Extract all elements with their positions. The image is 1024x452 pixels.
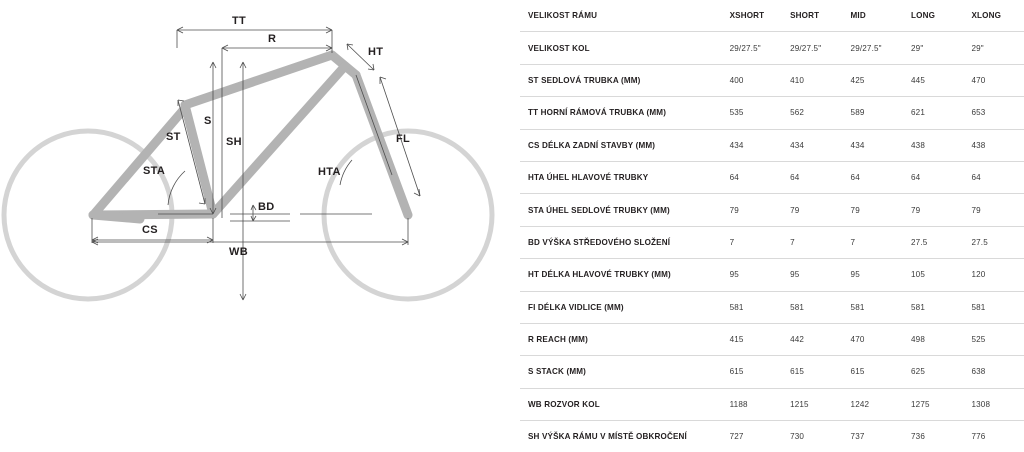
row-value: 727: [729, 432, 744, 442]
table-row: [520, 129, 1024, 161]
row-label: STA ÚHEL SEDLOVÉ TRUBKY (MM): [520, 194, 722, 226]
row-value: 498: [903, 323, 963, 355]
row-value: 79: [963, 194, 1024, 226]
table-header-cell: VELIKOST RÁMU: [520, 0, 722, 32]
row-label: CS DÉLKA ZADNÍ STAVBY (MM): [520, 129, 722, 161]
table-row: [520, 64, 1024, 96]
row-value: 400: [722, 64, 782, 96]
table-row: [520, 421, 1024, 452]
table-header-cell: LONG: [903, 0, 963, 32]
row-label: HTA ÚHEL HLAVOVÉ TRUBKY: [520, 161, 722, 193]
row-value: 470: [963, 64, 1024, 96]
row-value: 7: [843, 226, 903, 258]
row-value: 581: [722, 291, 782, 323]
fl-arrow-bottom: [414, 189, 420, 196]
row-value: 581: [963, 291, 1024, 323]
row-value: 1188: [722, 388, 782, 420]
row-value: 525: [963, 323, 1024, 355]
row-value: 470: [843, 323, 903, 355]
row-value: 105: [903, 259, 963, 291]
diagram-svg: [0, 0, 512, 409]
row-value: 638: [963, 356, 1024, 388]
row-value: 615: [722, 356, 782, 388]
row-value: 79: [782, 194, 842, 226]
row-value: 79: [843, 194, 903, 226]
row-value: 442: [782, 323, 842, 355]
row-value: 737: [850, 432, 865, 442]
row-value: 410: [782, 64, 842, 96]
row-value: 562: [782, 97, 842, 129]
frame: [93, 55, 411, 219]
table-body: [520, 32, 1024, 452]
table-row: [520, 323, 1024, 355]
diagram-label-sta: STA: [143, 165, 166, 177]
table-header-cell: SHORT: [782, 0, 842, 32]
row-label: BD VÝŠKA STŘEDOVÉHO SLOŽENÍ: [520, 226, 722, 258]
row-label: WB ROZVOR KOL: [520, 388, 722, 420]
table-row: [520, 32, 1024, 64]
table-row: [520, 259, 1024, 291]
table-head: [520, 0, 1024, 32]
row-value: 79: [903, 194, 963, 226]
row-value: 438: [903, 129, 963, 161]
table-row: [520, 194, 1024, 226]
geometry-table-pane: [512, 0, 1024, 442]
row-value: 1275: [903, 388, 963, 420]
row-value: 581: [903, 291, 963, 323]
row-value: 29": [963, 32, 1024, 64]
row-value: 27.5: [903, 226, 963, 258]
row-value: 120: [963, 259, 1024, 291]
row-value: 445: [903, 64, 963, 96]
wheels: [4, 131, 492, 299]
diagram-label-ht: HT: [368, 46, 384, 58]
row-value: 64: [782, 161, 842, 193]
row-value: 434: [782, 129, 842, 161]
diagram-label-st: ST: [166, 131, 181, 143]
row-label: S STACK (MM): [520, 356, 722, 388]
table-header-cell: MID: [843, 0, 903, 32]
row-value: 415: [722, 323, 782, 355]
table-row: [520, 356, 1024, 388]
diagram-label-tt: TT: [232, 15, 247, 27]
row-value: 625: [903, 356, 963, 388]
bd-arrow-top: [251, 205, 256, 210]
row-value: 434: [843, 129, 903, 161]
row-value: 64: [963, 161, 1024, 193]
row-value: 589: [843, 97, 903, 129]
row-value: 29": [903, 32, 963, 64]
row-value: 79: [722, 194, 782, 226]
table-header-cell: XLONG: [963, 0, 1024, 32]
row-value: 7: [782, 226, 842, 258]
row-value: 425: [843, 64, 903, 96]
geometry-table: [520, 0, 1024, 452]
row-label: FI DÉLKA VIDLICE (MM): [520, 291, 722, 323]
row-value: 1308: [963, 388, 1024, 420]
table-header-cell: XSHORT: [722, 0, 782, 32]
table-header-row: [520, 0, 1024, 32]
row-label: TT HORNÍ RÁMOVÁ TRUBKA (MM): [520, 97, 722, 129]
diagram-label-wb: WB: [229, 246, 248, 258]
diagram-label-cs: CS: [142, 224, 158, 236]
table-row: [520, 161, 1024, 193]
diagram-label-r: R: [268, 33, 277, 45]
row-value: 730: [790, 432, 805, 442]
row-value: 95: [843, 259, 903, 291]
row-value: 29/27.5": [782, 32, 842, 64]
row-value: 776: [971, 432, 986, 442]
table-row: [520, 291, 1024, 323]
row-value: 581: [843, 291, 903, 323]
row-value: 1242: [843, 388, 903, 420]
row-value: 64: [843, 161, 903, 193]
bicycle-geometry-diagram: [0, 0, 512, 409]
row-label: ST SEDLOVÁ TRUBKA (MM): [520, 64, 722, 96]
table-row: [520, 97, 1024, 129]
row-value: 615: [782, 356, 842, 388]
hta-ext-line: [356, 75, 392, 175]
row-value: 434: [722, 129, 782, 161]
row-value: 736: [911, 432, 925, 442]
diagram-label-hta: HTA: [318, 166, 341, 178]
row-label: HT DÉLKA HLAVOVÉ TRUBKY (MM): [520, 259, 722, 291]
row-label: R REACH (MM): [520, 323, 722, 355]
diagram-label-sh: SH: [226, 136, 242, 148]
row-value: 615: [843, 356, 903, 388]
diagram-label-fl: FL: [396, 133, 411, 145]
top-tube: [185, 55, 332, 105]
row-value: 438: [963, 129, 1024, 161]
row-value: 581: [782, 291, 842, 323]
row-value: 7: [722, 226, 782, 258]
row-label: SH VÝŠKA RÁMU V MÍSTĚ OBKROČENÍ: [528, 432, 687, 442]
rear-hub-arm: [93, 215, 140, 219]
row-value: 621: [903, 97, 963, 129]
row-value: 535: [722, 97, 782, 129]
row-value: 1215: [782, 388, 842, 420]
row-value: 95: [782, 259, 842, 291]
row-value: 64: [722, 161, 782, 193]
row-value: 95: [722, 259, 782, 291]
diagram-label-bd: BD: [258, 201, 275, 213]
bd-arrow-bottom: [251, 216, 256, 221]
row-value: 29/27.5": [843, 32, 903, 64]
row-value: 64: [903, 161, 963, 193]
row-label: VELIKOST KOL: [520, 32, 722, 64]
row-value: 653: [963, 97, 1024, 129]
row-value: 27.5: [963, 226, 1024, 258]
table-row: [520, 388, 1024, 420]
diagram-label-s: S: [204, 115, 212, 127]
table-row: [520, 226, 1024, 258]
row-value: 29/27.5": [722, 32, 782, 64]
